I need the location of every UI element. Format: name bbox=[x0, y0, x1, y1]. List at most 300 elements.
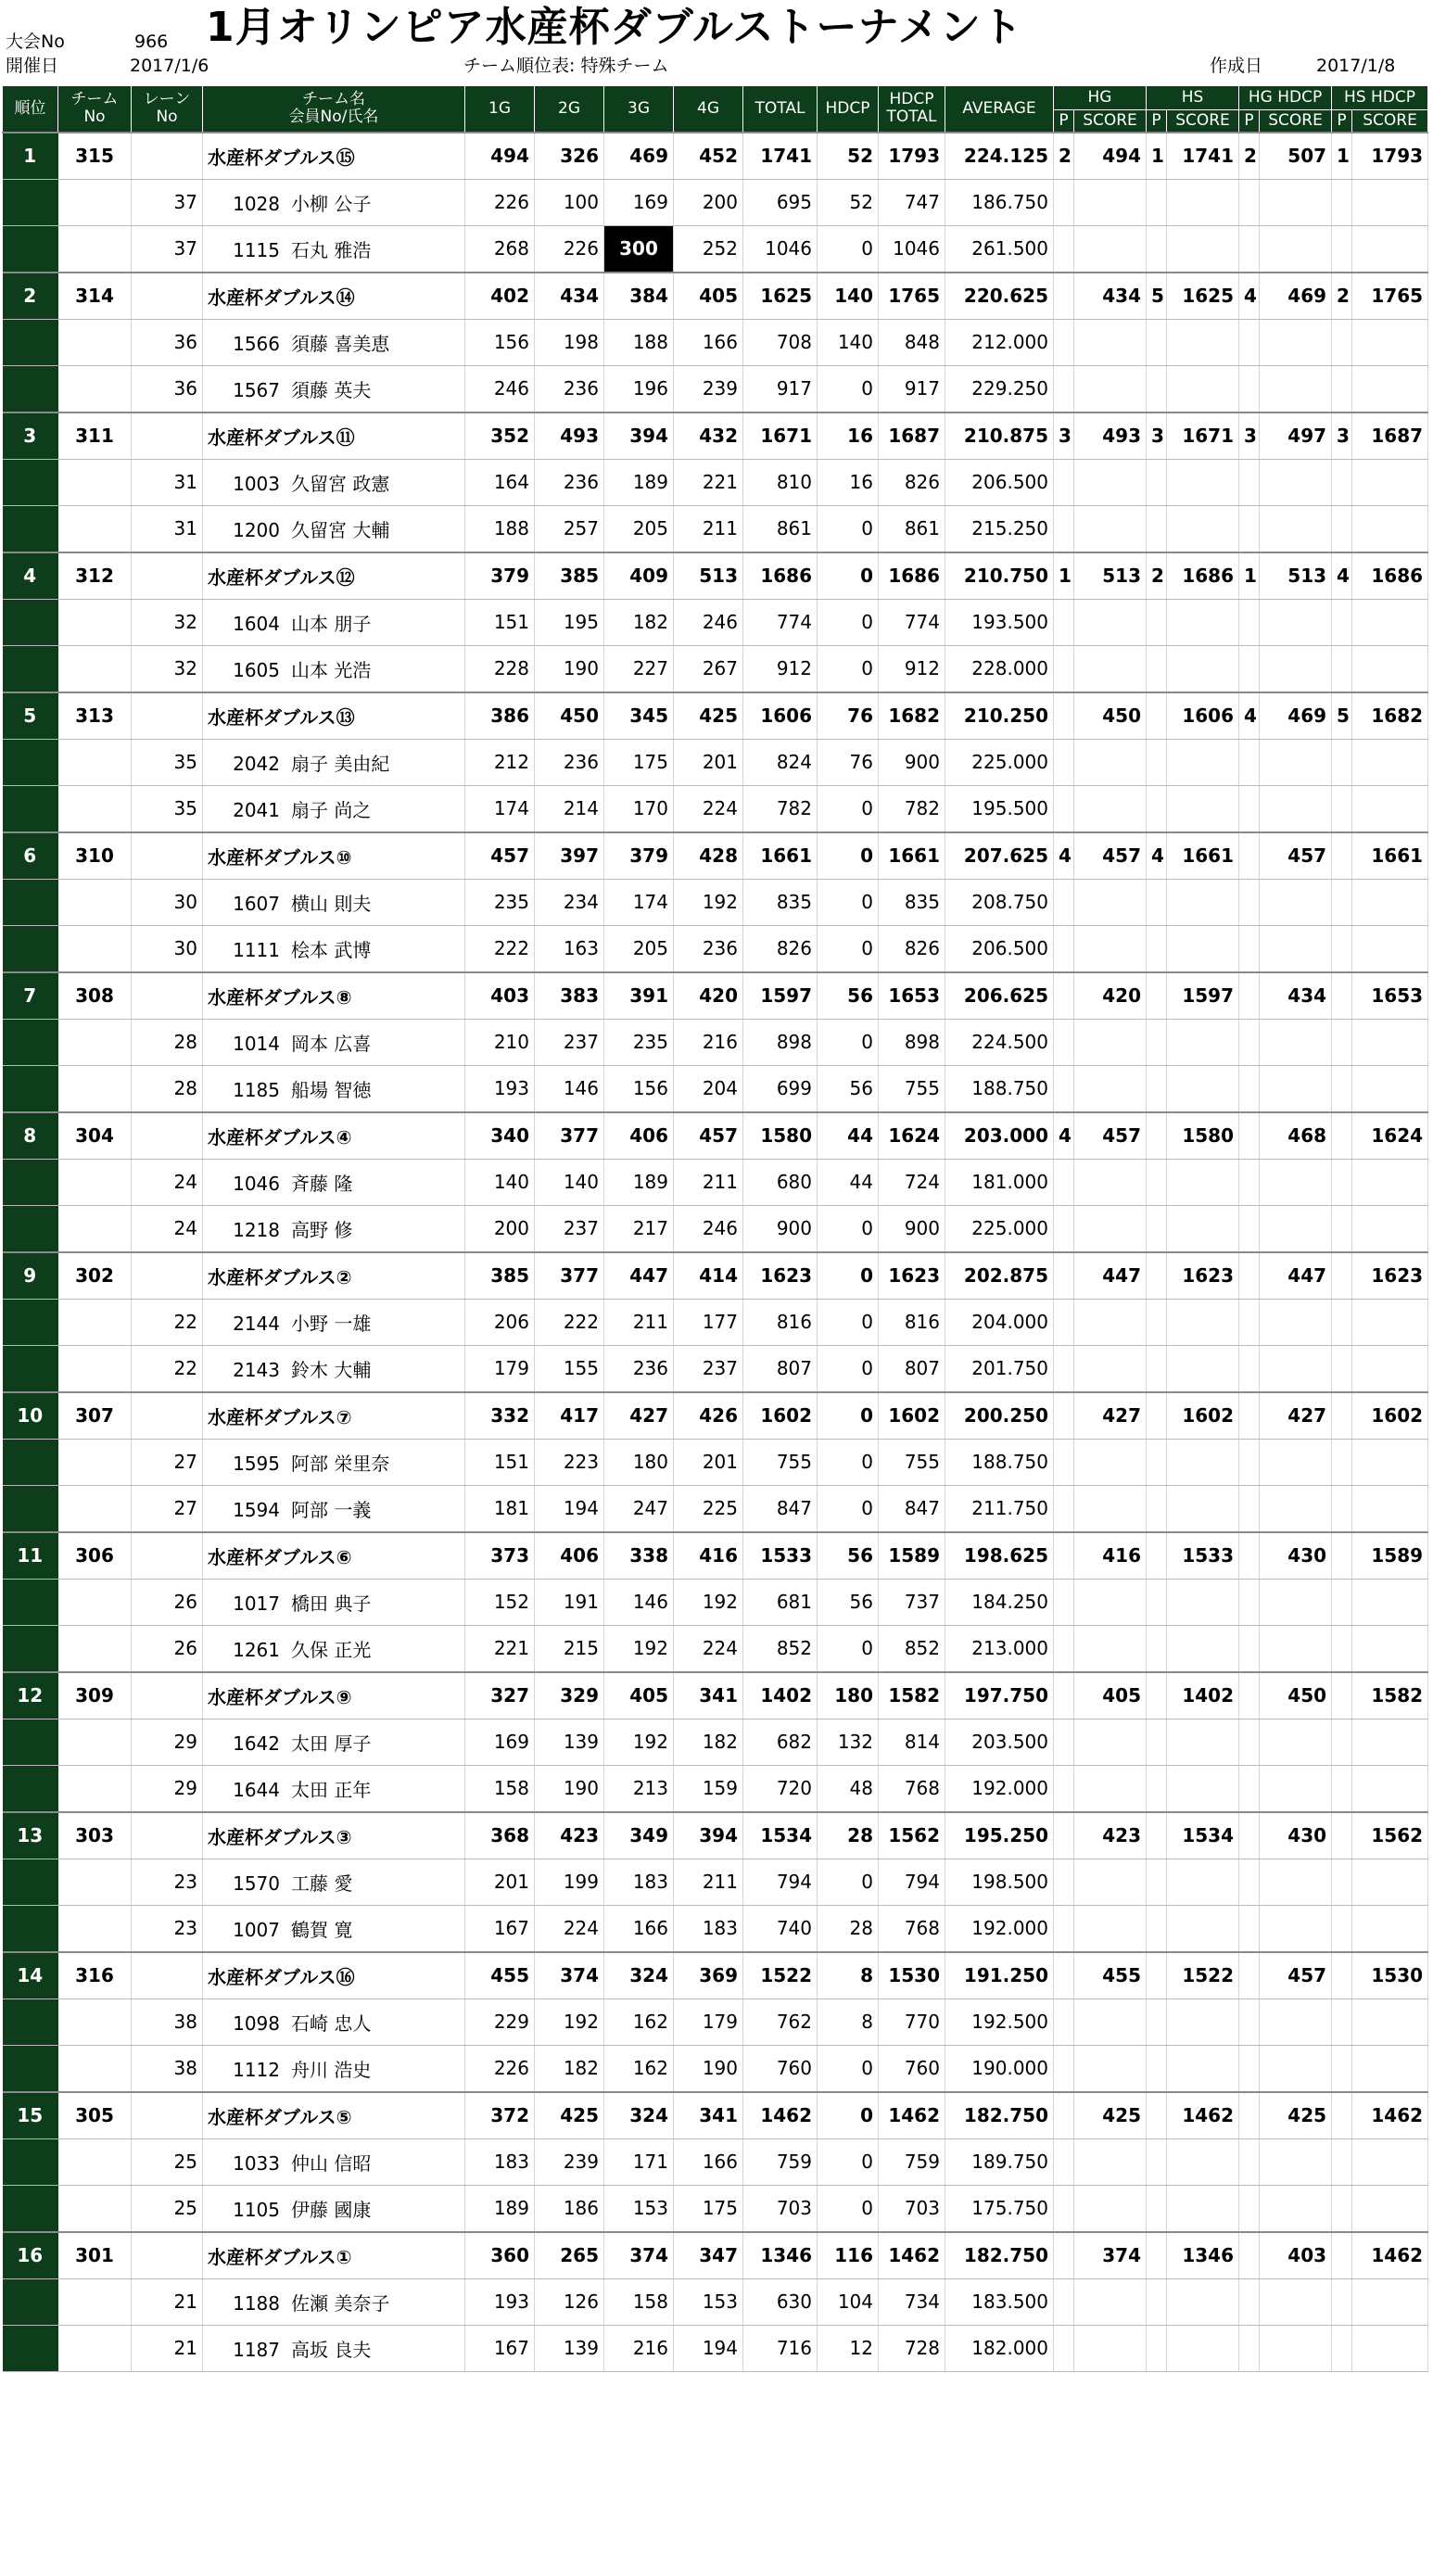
total-cell: 852 bbox=[743, 1625, 818, 1672]
hdcp-total-cell: 912 bbox=[879, 645, 945, 692]
average-cell: 210.750 bbox=[945, 552, 1054, 600]
game-2-cell: 377 bbox=[535, 1252, 604, 1300]
hdcp-total-cell: 807 bbox=[879, 1345, 945, 1392]
team-row bbox=[3, 1392, 1428, 1440]
total-cell: 755 bbox=[743, 1439, 818, 1485]
empty-cell bbox=[1260, 459, 1332, 505]
rank-cell bbox=[3, 365, 58, 412]
col-hdcp-total: HDCP TOTAL bbox=[879, 86, 945, 133]
empty-cell bbox=[1147, 1859, 1167, 1905]
empty-cell bbox=[1054, 1159, 1074, 1205]
hs-hdcp-score-cell: 1589 bbox=[1352, 1532, 1428, 1580]
hs-hdcp-place-cell: 4 bbox=[1332, 552, 1352, 600]
empty-cell bbox=[1054, 225, 1074, 273]
game-3-cell: 180 bbox=[604, 1439, 674, 1485]
game-3-cell: 345 bbox=[604, 692, 674, 740]
game-3-cell: 170 bbox=[604, 785, 674, 832]
empty-cell bbox=[1054, 599, 1074, 645]
game-2-cell: 236 bbox=[535, 365, 604, 412]
member-no: 1046 bbox=[233, 1172, 280, 1195]
empty-cell bbox=[1074, 1719, 1147, 1765]
team-row bbox=[3, 1532, 1428, 1580]
empty-cell bbox=[1352, 2138, 1428, 2185]
game-3-cell: 192 bbox=[604, 1625, 674, 1672]
member-no: 1188 bbox=[233, 2291, 280, 2315]
team-no-cell: 309 bbox=[58, 1672, 132, 1719]
empty-cell bbox=[1260, 1905, 1332, 1952]
member-name: 桧本 武博 bbox=[291, 938, 372, 961]
lane-cell: 24 bbox=[132, 1205, 203, 1252]
hs-score-cell: 1533 bbox=[1167, 1532, 1239, 1580]
hdcp-total-cell: 814 bbox=[879, 1719, 945, 1765]
average-cell: 188.750 bbox=[945, 1065, 1054, 1112]
hs-score-cell: 1534 bbox=[1167, 1812, 1239, 1859]
member-row bbox=[3, 1345, 1428, 1392]
empty-cell bbox=[1147, 645, 1167, 692]
game-3-cell: 183 bbox=[604, 1859, 674, 1905]
member-cell bbox=[203, 1065, 465, 1112]
hs-score-cell: 1462 bbox=[1167, 2092, 1239, 2139]
empty-cell bbox=[1332, 1159, 1352, 1205]
total-cell: 759 bbox=[743, 2138, 818, 2185]
hg-score-cell: 374 bbox=[1074, 2232, 1147, 2279]
game-1-cell: 188 bbox=[465, 505, 535, 552]
empty-cell bbox=[1260, 2278, 1332, 2325]
game-3-cell: 217 bbox=[604, 1205, 674, 1252]
game-3-cell: 171 bbox=[604, 2138, 674, 2185]
hg-place-cell: 4 bbox=[1054, 1112, 1074, 1160]
member-no: 1644 bbox=[233, 1778, 280, 1801]
col-hs-p: P bbox=[1147, 110, 1167, 133]
lane-cell bbox=[132, 2092, 203, 2139]
member-name: 仲山 信昭 bbox=[291, 2151, 372, 2175]
hs-hdcp-place-cell bbox=[1332, 2232, 1352, 2279]
game-4-cell: 192 bbox=[674, 1579, 743, 1625]
total-cell: 861 bbox=[743, 505, 818, 552]
team-no-cell bbox=[58, 925, 132, 972]
empty-cell bbox=[1167, 1345, 1239, 1392]
empty-cell bbox=[1352, 1905, 1428, 1952]
hdcp-cell: 140 bbox=[818, 273, 879, 320]
team-name-cell: 水産杯ダブルス⑪ bbox=[203, 412, 465, 460]
empty-cell bbox=[1074, 2138, 1147, 2185]
date-label: 開催日 bbox=[6, 56, 59, 76]
lane-cell: 28 bbox=[132, 1065, 203, 1112]
game-2-cell: 425 bbox=[535, 2092, 604, 2139]
game-4-cell: 211 bbox=[674, 1859, 743, 1905]
empty-cell bbox=[1352, 225, 1428, 273]
member-no: 2144 bbox=[233, 1312, 280, 1335]
empty-cell bbox=[1074, 1999, 1147, 2045]
game-4-cell: 405 bbox=[674, 273, 743, 320]
hdcp-total-cell: 852 bbox=[879, 1625, 945, 1672]
member-cell bbox=[203, 365, 465, 412]
hdcp-total-cell: 1793 bbox=[879, 133, 945, 180]
average-cell: 191.250 bbox=[945, 1952, 1054, 1999]
member-no: 1566 bbox=[233, 332, 280, 355]
member-row bbox=[3, 1485, 1428, 1532]
hg-place-cell bbox=[1054, 1532, 1074, 1580]
hs-place-cell bbox=[1147, 1952, 1167, 1999]
hdcp-total-cell: 1682 bbox=[879, 692, 945, 740]
average-cell: 198.625 bbox=[945, 1532, 1054, 1580]
hdcp-cell: 0 bbox=[818, 1299, 879, 1345]
hs-place-cell bbox=[1147, 2092, 1167, 2139]
team-row bbox=[3, 273, 1428, 320]
empty-cell bbox=[1239, 1625, 1260, 1672]
lane-cell: 29 bbox=[132, 1719, 203, 1765]
lane-cell bbox=[132, 2232, 203, 2279]
empty-cell bbox=[1239, 739, 1260, 785]
average-cell: 203.500 bbox=[945, 1719, 1054, 1765]
rank-cell bbox=[3, 1299, 58, 1345]
game-3-cell: 349 bbox=[604, 1812, 674, 1859]
empty-cell bbox=[1074, 1019, 1147, 1065]
total-cell: 794 bbox=[743, 1859, 818, 1905]
hdcp-total-cell: 1462 bbox=[879, 2232, 945, 2279]
member-name: 小柳 公子 bbox=[291, 192, 372, 215]
empty-cell bbox=[1352, 2325, 1428, 2371]
empty-cell bbox=[1352, 2185, 1428, 2232]
rank-cell bbox=[3, 1485, 58, 1532]
average-cell: 198.500 bbox=[945, 1859, 1054, 1905]
total-cell: 1625 bbox=[743, 273, 818, 320]
hdcp-total-cell: 847 bbox=[879, 1485, 945, 1532]
game-3-cell: 247 bbox=[604, 1485, 674, 1532]
hs-place-cell: 4 bbox=[1147, 832, 1167, 880]
game-3-cell: 338 bbox=[604, 1532, 674, 1580]
team-no-cell bbox=[58, 1345, 132, 1392]
rank-cell: 3 bbox=[3, 412, 58, 460]
member-name: 久留宮 大輔 bbox=[291, 518, 390, 541]
empty-cell bbox=[1260, 925, 1332, 972]
empty-cell bbox=[1332, 1765, 1352, 1812]
empty-cell bbox=[1054, 1625, 1074, 1672]
total-cell: 816 bbox=[743, 1299, 818, 1345]
member-name: 横山 則夫 bbox=[291, 892, 372, 915]
hdcp-total-cell: 1530 bbox=[879, 1952, 945, 1999]
empty-cell bbox=[1167, 1299, 1239, 1345]
member-row bbox=[3, 2325, 1428, 2371]
team-name-cell: 水産杯ダブルス⑦ bbox=[203, 1392, 465, 1440]
game-1-cell: 402 bbox=[465, 273, 535, 320]
game-3-cell: 227 bbox=[604, 645, 674, 692]
empty-cell bbox=[1239, 2278, 1260, 2325]
empty-cell bbox=[1332, 365, 1352, 412]
hg-hdcp-score-cell: 497 bbox=[1260, 412, 1332, 460]
empty-cell bbox=[1260, 879, 1332, 925]
empty-cell bbox=[1239, 365, 1260, 412]
average-cell: 192.500 bbox=[945, 1999, 1054, 2045]
rank-cell: 2 bbox=[3, 273, 58, 320]
empty-cell bbox=[1239, 879, 1260, 925]
hs-hdcp-score-cell: 1562 bbox=[1352, 1812, 1428, 1859]
team-row bbox=[3, 1952, 1428, 1999]
empty-cell bbox=[1147, 505, 1167, 552]
total-cell: 898 bbox=[743, 1019, 818, 1065]
member-name: 須藤 英夫 bbox=[291, 378, 372, 401]
empty-cell bbox=[1147, 1485, 1167, 1532]
game-2-cell: 163 bbox=[535, 925, 604, 972]
empty-cell bbox=[1239, 1439, 1260, 1485]
hg-hdcp-score-cell: 450 bbox=[1260, 1672, 1332, 1719]
member-cell bbox=[203, 645, 465, 692]
empty-cell bbox=[1239, 645, 1260, 692]
hs-hdcp-score-cell: 1765 bbox=[1352, 273, 1428, 320]
hg-hdcp-score-cell: 468 bbox=[1260, 1112, 1332, 1160]
empty-cell bbox=[1147, 925, 1167, 972]
rank-cell: 16 bbox=[3, 2232, 58, 2279]
hg-hdcp-score-cell: 430 bbox=[1260, 1532, 1332, 1580]
hs-place-cell: 2 bbox=[1147, 552, 1167, 600]
game-1-cell: 457 bbox=[465, 832, 535, 880]
hs-place-cell bbox=[1147, 1532, 1167, 1580]
hdcp-total-cell: 826 bbox=[879, 459, 945, 505]
empty-cell bbox=[1260, 1999, 1332, 2045]
empty-cell bbox=[1147, 365, 1167, 412]
total-cell: 1580 bbox=[743, 1112, 818, 1160]
game-4-cell: 221 bbox=[674, 459, 743, 505]
empty-cell bbox=[1074, 2325, 1147, 2371]
empty-cell bbox=[1167, 1859, 1239, 1905]
game-2-cell: 100 bbox=[535, 179, 604, 225]
game-1-cell: 164 bbox=[465, 459, 535, 505]
average-cell: 206.500 bbox=[945, 925, 1054, 972]
hdcp-cell: 0 bbox=[818, 1439, 879, 1485]
empty-cell bbox=[1260, 785, 1332, 832]
game-1-cell: 179 bbox=[465, 1345, 535, 1392]
team-no-cell: 304 bbox=[58, 1112, 132, 1160]
game-3-cell: 174 bbox=[604, 879, 674, 925]
hdcp-cell: 0 bbox=[818, 225, 879, 273]
hg-place-cell: 4 bbox=[1054, 832, 1074, 880]
hg-score-cell: 450 bbox=[1074, 692, 1147, 740]
game-2-cell: 237 bbox=[535, 1019, 604, 1065]
hs-hdcp-place-cell bbox=[1332, 1392, 1352, 1440]
member-no: 1017 bbox=[233, 1592, 280, 1615]
team-no-cell bbox=[58, 1159, 132, 1205]
empty-cell bbox=[1332, 459, 1352, 505]
member-no: 1607 bbox=[233, 892, 280, 915]
hg-score-cell: 447 bbox=[1074, 1252, 1147, 1300]
member-cell bbox=[203, 1205, 465, 1252]
game-2-cell: 140 bbox=[535, 1159, 604, 1205]
total-cell: 708 bbox=[743, 319, 818, 365]
empty-cell bbox=[1167, 2325, 1239, 2371]
game-1-cell: 268 bbox=[465, 225, 535, 273]
hdcp-total-cell: 1687 bbox=[879, 412, 945, 460]
empty-cell bbox=[1352, 2278, 1428, 2325]
game-1-cell: 156 bbox=[465, 319, 535, 365]
total-cell: 630 bbox=[743, 2278, 818, 2325]
game-2-cell: 146 bbox=[535, 1065, 604, 1112]
average-cell: 220.625 bbox=[945, 273, 1054, 320]
lane-cell: 23 bbox=[132, 1859, 203, 1905]
empty-cell bbox=[1260, 1205, 1332, 1252]
total-cell: 703 bbox=[743, 2185, 818, 2232]
team-no-cell bbox=[58, 1625, 132, 1672]
game-1-cell: 352 bbox=[465, 412, 535, 460]
game-1-cell: 189 bbox=[465, 2185, 535, 2232]
game-4-cell: 394 bbox=[674, 1812, 743, 1859]
hs-hdcp-score-cell: 1582 bbox=[1352, 1672, 1428, 1719]
hs-hdcp-score-cell: 1624 bbox=[1352, 1112, 1428, 1160]
col-team-no: チーム No bbox=[58, 86, 132, 133]
member-row bbox=[3, 1159, 1428, 1205]
empty-cell bbox=[1260, 2045, 1332, 2092]
lane-cell bbox=[132, 1252, 203, 1300]
empty-cell bbox=[1352, 1999, 1428, 2045]
member-row bbox=[3, 739, 1428, 785]
empty-cell bbox=[1332, 505, 1352, 552]
game-1-cell: 340 bbox=[465, 1112, 535, 1160]
game-1-cell: 193 bbox=[465, 2278, 535, 2325]
empty-cell bbox=[1332, 2185, 1352, 2232]
hdcp-cell: 0 bbox=[818, 879, 879, 925]
empty-cell bbox=[1239, 599, 1260, 645]
col-hs: HS bbox=[1147, 86, 1239, 110]
empty-cell bbox=[1239, 2325, 1260, 2371]
empty-cell bbox=[1260, 1065, 1332, 1112]
member-no: 1111 bbox=[233, 938, 280, 961]
empty-cell bbox=[1260, 1345, 1332, 1392]
empty-cell bbox=[1167, 1765, 1239, 1812]
empty-cell bbox=[1147, 1019, 1167, 1065]
hdcp-total-cell: 760 bbox=[879, 2045, 945, 2092]
game-2-cell: 423 bbox=[535, 1812, 604, 1859]
empty-cell bbox=[1074, 365, 1147, 412]
rank-cell bbox=[3, 1439, 58, 1485]
col-rank: 順位 bbox=[3, 86, 58, 133]
empty-cell bbox=[1260, 1579, 1332, 1625]
empty-cell bbox=[1054, 179, 1074, 225]
average-cell: 203.000 bbox=[945, 1112, 1054, 1160]
empty-cell bbox=[1147, 459, 1167, 505]
empty-cell bbox=[1332, 925, 1352, 972]
game-3-cell: 166 bbox=[604, 1905, 674, 1952]
empty-cell bbox=[1167, 2185, 1239, 2232]
hdcp-cell: 56 bbox=[818, 972, 879, 1020]
game-4-cell: 216 bbox=[674, 1019, 743, 1065]
empty-cell bbox=[1147, 2185, 1167, 2232]
member-cell bbox=[203, 2325, 465, 2371]
empty-cell bbox=[1260, 739, 1332, 785]
team-row bbox=[3, 2092, 1428, 2139]
member-row bbox=[3, 2185, 1428, 2232]
member-name: 工藤 愛 bbox=[291, 1872, 353, 1895]
rank-cell: 12 bbox=[3, 1672, 58, 1719]
hs-place-cell bbox=[1147, 1392, 1167, 1440]
empty-cell bbox=[1074, 2278, 1147, 2325]
lane-cell: 24 bbox=[132, 1159, 203, 1205]
col-lane-no: レーン No bbox=[132, 86, 203, 133]
total-cell: 917 bbox=[743, 365, 818, 412]
hdcp-total-cell: 1462 bbox=[879, 2092, 945, 2139]
empty-cell bbox=[1167, 2278, 1239, 2325]
hs-hdcp-score-cell: 1661 bbox=[1352, 832, 1428, 880]
empty-cell bbox=[1074, 2045, 1147, 2092]
empty-cell bbox=[1260, 1299, 1332, 1345]
hg-score-cell: 420 bbox=[1074, 972, 1147, 1020]
member-no: 1098 bbox=[233, 2011, 280, 2035]
game-3-cell: 188 bbox=[604, 319, 674, 365]
lane-cell: 35 bbox=[132, 739, 203, 785]
game-3-cell: 374 bbox=[604, 2232, 674, 2279]
game-1-cell: 373 bbox=[465, 1532, 535, 1580]
member-cell bbox=[203, 505, 465, 552]
game-2-cell: 139 bbox=[535, 2325, 604, 2371]
game-4-cell: 414 bbox=[674, 1252, 743, 1300]
empty-cell bbox=[1332, 2278, 1352, 2325]
member-cell bbox=[203, 1999, 465, 2045]
member-name: 伊藤 國康 bbox=[291, 2198, 372, 2221]
game-2-cell: 236 bbox=[535, 739, 604, 785]
average-cell: 225.000 bbox=[945, 1205, 1054, 1252]
lane-cell bbox=[132, 1672, 203, 1719]
empty-cell bbox=[1074, 879, 1147, 925]
team-no-cell bbox=[58, 179, 132, 225]
game-1-cell: 212 bbox=[465, 739, 535, 785]
average-cell: 228.000 bbox=[945, 645, 1054, 692]
lane-cell: 22 bbox=[132, 1345, 203, 1392]
total-cell: 1462 bbox=[743, 2092, 818, 2139]
hdcp-total-cell: 1661 bbox=[879, 832, 945, 880]
hdcp-cell: 44 bbox=[818, 1112, 879, 1160]
game-1-cell: 235 bbox=[465, 879, 535, 925]
team-row bbox=[3, 832, 1428, 880]
game-4-cell: 159 bbox=[674, 1765, 743, 1812]
game-4-cell: 224 bbox=[674, 785, 743, 832]
member-name: 高野 修 bbox=[291, 1218, 353, 1241]
game-2-cell: 385 bbox=[535, 552, 604, 600]
member-row bbox=[3, 2138, 1428, 2185]
empty-cell bbox=[1074, 505, 1147, 552]
empty-cell bbox=[1352, 1299, 1428, 1345]
game-2-cell: 383 bbox=[535, 972, 604, 1020]
empty-cell bbox=[1074, 319, 1147, 365]
member-no: 1218 bbox=[233, 1218, 280, 1241]
hs-score-cell: 1602 bbox=[1167, 1392, 1239, 1440]
hdcp-total-cell: 826 bbox=[879, 925, 945, 972]
hs-score-cell: 1623 bbox=[1167, 1252, 1239, 1300]
average-cell: 183.500 bbox=[945, 2278, 1054, 2325]
total-cell: 760 bbox=[743, 2045, 818, 2092]
team-no-cell: 310 bbox=[58, 832, 132, 880]
hg-score-cell: 427 bbox=[1074, 1392, 1147, 1440]
game-1-cell: 174 bbox=[465, 785, 535, 832]
rank-cell bbox=[3, 599, 58, 645]
team-no-cell: 311 bbox=[58, 412, 132, 460]
game-1-cell: 140 bbox=[465, 1159, 535, 1205]
team-name-cell: 水産杯ダブルス⑭ bbox=[203, 273, 465, 320]
game-1-cell: 181 bbox=[465, 1485, 535, 1532]
empty-cell bbox=[1239, 1999, 1260, 2045]
team-no-cell bbox=[58, 879, 132, 925]
hg-score-cell: 423 bbox=[1074, 1812, 1147, 1859]
team-no-cell: 305 bbox=[58, 2092, 132, 2139]
game-4-cell: 166 bbox=[674, 2138, 743, 2185]
hdcp-cell: 0 bbox=[818, 645, 879, 692]
hs-hdcp-place-cell: 3 bbox=[1332, 412, 1352, 460]
game-3-cell: 213 bbox=[604, 1765, 674, 1812]
game-4-cell: 201 bbox=[674, 1439, 743, 1485]
hg-hdcp-place-cell bbox=[1239, 972, 1260, 1020]
total-cell: 1046 bbox=[743, 225, 818, 273]
empty-cell bbox=[1332, 1625, 1352, 1672]
team-no-cell bbox=[58, 785, 132, 832]
lane-cell: 28 bbox=[132, 1019, 203, 1065]
rank-cell bbox=[3, 1719, 58, 1765]
